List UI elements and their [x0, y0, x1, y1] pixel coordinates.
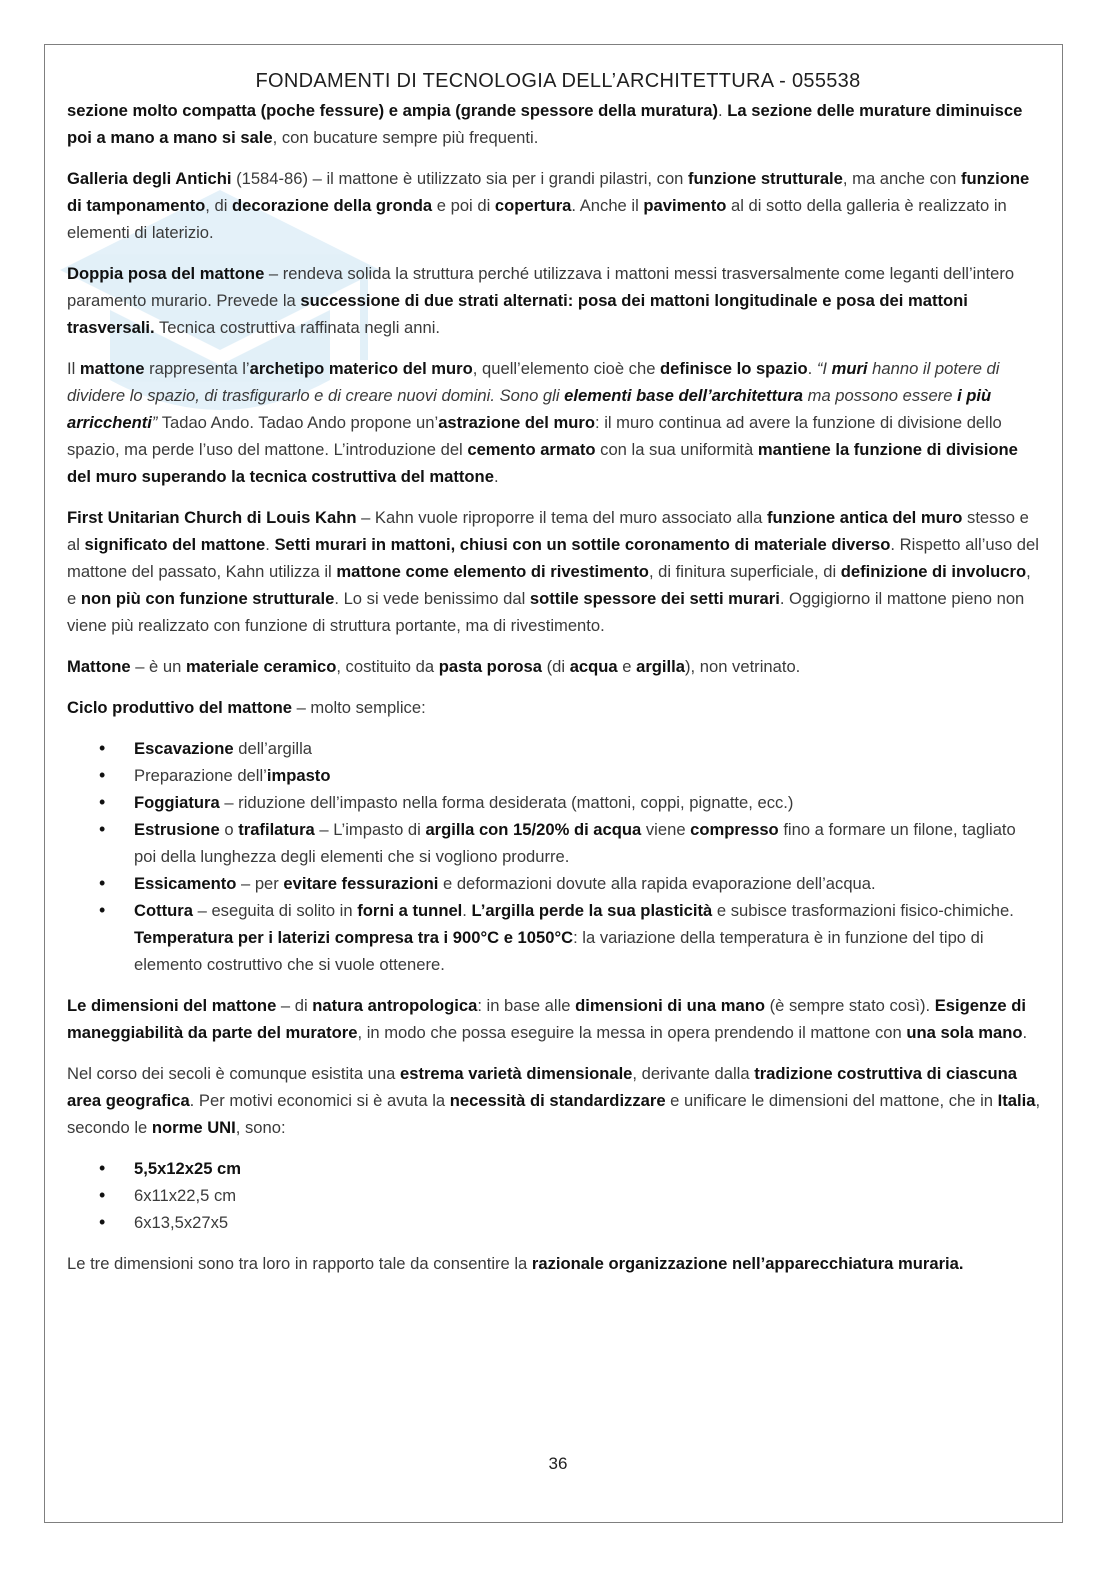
- paragraph-varieta-dimensionale: Nel corso dei secoli è comunque esistita una estrema varietà dimensionale, derivante dalla tradizione costruttiva di ciascuna area geografica. Per motivi economici si è avuta la necessità di standardizzare e unificare le dimensioni del mattone, che in Italia, secondo le norme UNI, sono:: [67, 1064, 1041, 1137]
- paragraph-conclusione: Le tre dimensioni sono tra loro in rapporto tale da consentire la razionale organizzazione nell’apparecchiatura muraria.: [67, 1254, 964, 1273]
- list-ciclo-produttivo: [67, 735, 1042, 978]
- list-item: • Estrusione o trafilatura – L’impasto di argilla con 15/20% di acqua viene compresso fino a formare un filone, tagliato poi della lunghezza degli elementi che si vogliono produrre.: [67, 816, 1042, 870]
- list-dimensioni-uni: [67, 1155, 1042, 1236]
- paragraph-ciclo-produttivo: Ciclo produttivo del mattone – molto semplice:: [67, 698, 426, 717]
- paragraph-intro: sezione molto compatta (poche fessure) e ampia (grande spessore della muratura). La sezione delle murature diminuisce poi a mano a mano si sale, con bucature sempre più frequenti.: [67, 101, 1023, 147]
- paragraph-dimensioni: Le dimensioni del mattone – di natura antropologica: in base alle dimensioni di una mano (è sempre stato così). Esigenze di maneggiabilità da parte del muratore, in modo che possa eseguire la messa in opera prendendo il mattone con una sola mano.: [67, 996, 1028, 1042]
- list-item: • Escavazione dell’argilla: [67, 735, 1042, 762]
- list-item: • Foggiatura – riduzione dell’impasto nella forma desiderata (mattoni, coppi, pignatte, ecc.): [67, 789, 1042, 816]
- list-item: • Preparazione dell’impasto: [67, 762, 1042, 789]
- paragraph-kahn: First Unitarian Church di Louis Kahn – Kahn vuole riproporre il tema del muro associato alla funzione antica del muro stesso e al significato del mattone. Setti murari in mattoni, chiusi con un sottile coronamento di materiale diverso. Rispetto all’uso del mattone del passato, Kahn utilizza il mattone come elemento di rivestimento, di finitura superficiale, di definizione di involucro, e non più con funzione strutturale. Lo si vede benissimo dal sottile spessore dei setti murari. Oggigiorno il mattone pieno non viene più realizzato con funzione di struttura portante, ma di rivestimento.: [67, 508, 1039, 635]
- list-item: • Essicamento – per evitare fessurazioni e deformazioni dovute alla rapida evaporazione dell’acqua.: [67, 870, 1042, 897]
- paragraph-doppia-posa: Doppia posa del mattone – rendeva solida la struttura perché utilizzava i mattoni messi trasversalmente come leganti dell’intero paramento murario. Prevede la successione di due strati alternati: posa dei mattoni longitudinale e posa dei mattoni trasversali. Tecnica costruttiva raffinata negli anni.: [67, 264, 1015, 337]
- document-header: FONDAMENTI DI TECNOLOGIA DELL’ARCHITETTURA - 055538: [255, 70, 861, 92]
- document-body: [67, 97, 1042, 1291]
- list-item: • Cottura – eseguita di solito in forni a tunnel. L’argilla perde la sua plasticità e subisce trasformazioni fisico-chimiche. Temperatura per i laterizi compresa tra i 900°C e 1050°C: la variazione della temperatura è in funzione del tipo di elemento costruttivo che si vuole ottenere.: [67, 897, 1042, 978]
- paragraph-galleria-antichi: Galleria degli Antichi (1584-86) – il mattone è utilizzato sia per i grandi pilastri, con funzione strutturale, ma anche con funzione di tamponamento, di decorazione della gronda e poi di copertura. Anche il pavimento al di sotto della galleria è realizzato in elementi di laterizio.: [67, 169, 1030, 242]
- list-item: • 5,5x12x25 cm: [67, 1155, 1042, 1182]
- list-item: • 6x13,5x27x5: [67, 1209, 1042, 1236]
- page-number: 36: [548, 1454, 568, 1473]
- paragraph-archetipo-muro: Il mattone rappresenta l’archetipo materico del muro, quell’elemento cioè che definisce lo spazio. “I muri hanno il potere di dividere lo spazio, di trasfigurarlo e di creare nuovi domini. Sono gli elementi base dell’architettura ma possono essere i più arricchenti” Tadao Ando. Tadao Ando propone un’astrazione del muro: il muro continua ad avere la funzione di divisione dello spazio, ma perde l’uso del mattone. L’introduzione del cemento armato con la sua uniformità mantiene la funzione di divisione del muro superando la tecnica costruttiva del mattone.: [67, 359, 1018, 486]
- paragraph-mattone-definizione: Mattone – è un materiale ceramico, costituito da pasta porosa (di acqua e argilla), non vetrinato.: [67, 657, 801, 676]
- list-item: • 6x11x22,5 cm: [67, 1182, 1042, 1209]
